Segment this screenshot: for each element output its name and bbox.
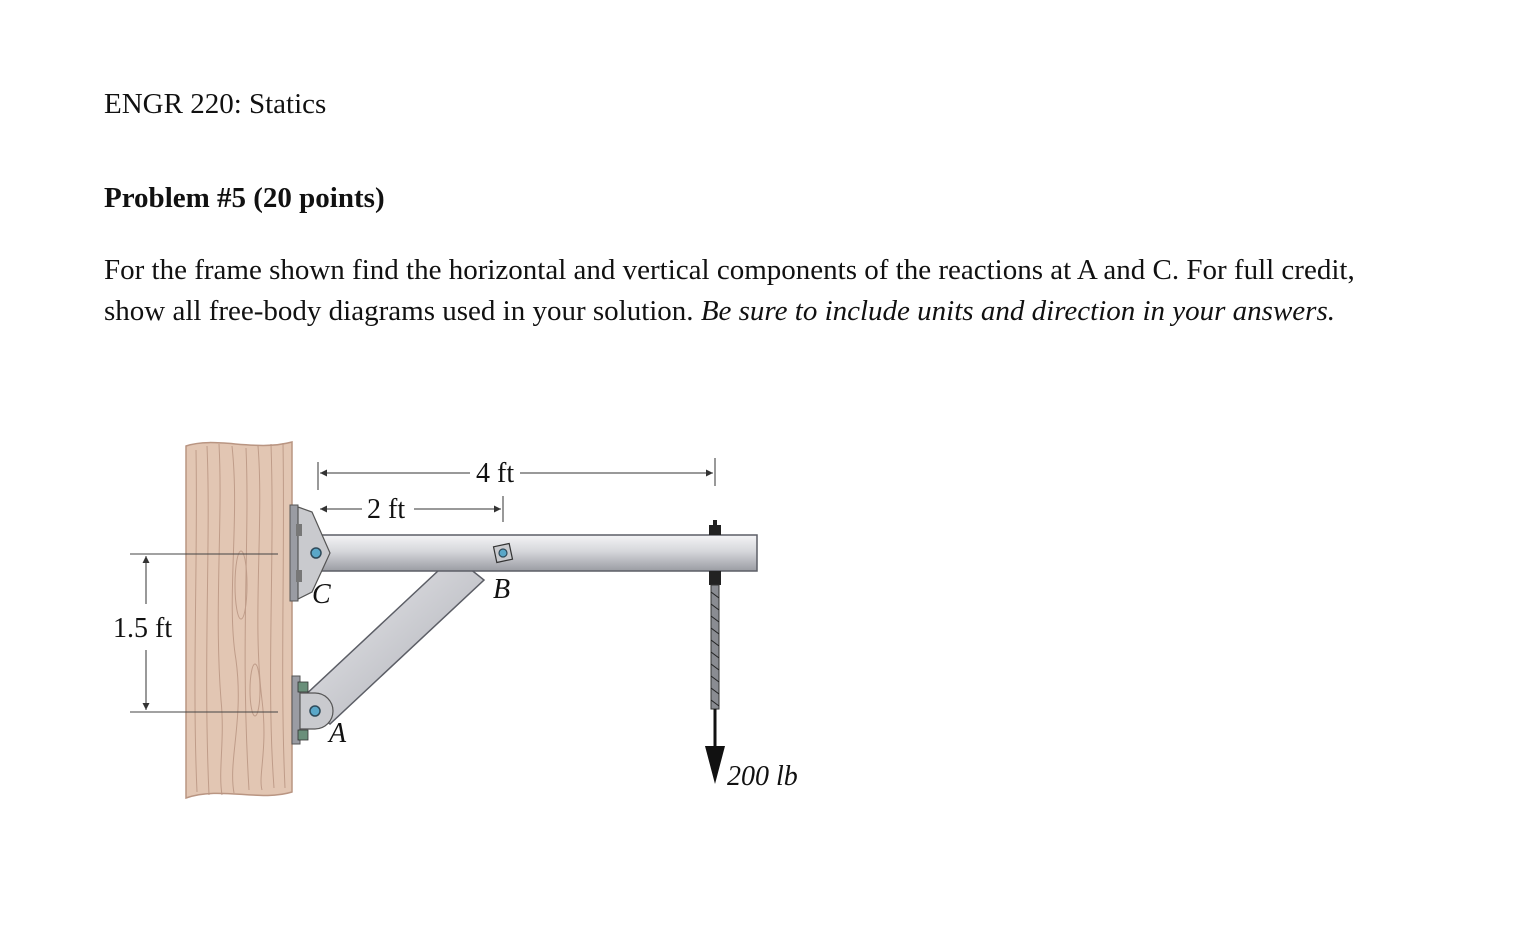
pin-a [310, 706, 320, 716]
course-title: ENGR 220: Statics [104, 88, 327, 120]
dimension-2ft [320, 496, 503, 522]
dimension-label-1-5ft: 1.5 ft [113, 613, 173, 644]
pin-c [311, 548, 321, 558]
load-label: 200 lb [727, 761, 798, 792]
wood-post [186, 442, 292, 798]
load-arrow [705, 709, 725, 784]
dimension-label-4ft: 4 ft [476, 458, 515, 489]
statement-plain: For the frame shown find the horizontal and vertical components of the reactions at A and C. For full credit, show all free-body diagrams used in your solution. [104, 254, 1355, 327]
problem-title: Problem #5 (20 points) [104, 182, 385, 214]
label-c: C [312, 579, 331, 610]
dimension-label-2ft: 2 ft [367, 494, 406, 525]
pin-b [499, 549, 507, 557]
label-a: A [329, 718, 347, 749]
horizontal-beam [318, 535, 757, 571]
dimension-4ft [318, 458, 715, 490]
label-b: B [493, 574, 511, 605]
statement-italic: Be sure to include units and direction in your answers. [700, 295, 1335, 327]
